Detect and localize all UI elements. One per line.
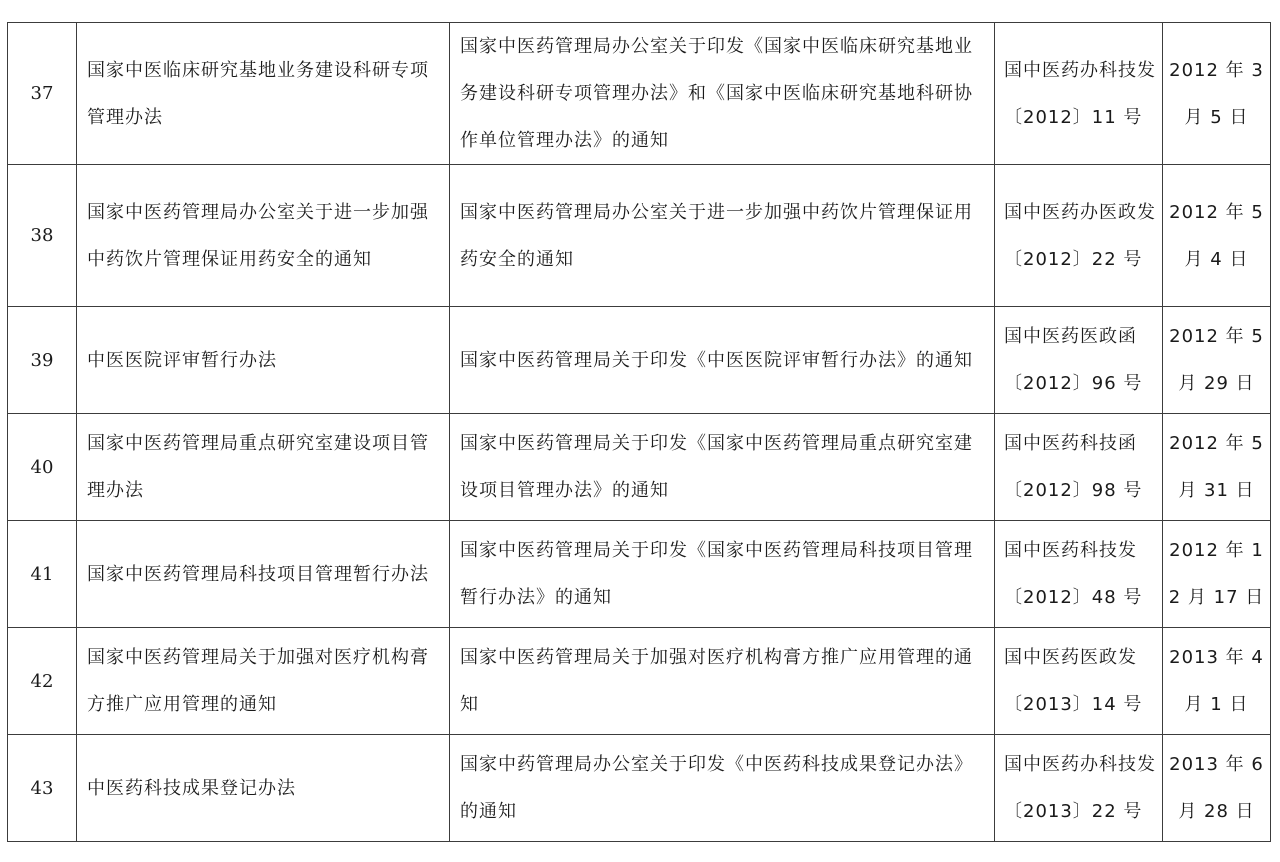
regulation-name: 国家中医临床研究基地业务建设科研专项管理办法 <box>77 23 450 165</box>
document-number: 国中医药办医政发〔2012〕22 号 <box>995 165 1163 307</box>
document-title: 国家中医药管理局关于加强对医疗机构膏方推广应用管理的通知 <box>450 628 995 735</box>
regulation-name: 国家中医药管理局重点研究室建设项目管理办法 <box>77 414 450 521</box>
table-row <box>8 23 1271 165</box>
document-number: 国中医药医政发〔2013〕14 号 <box>995 628 1163 735</box>
document-number: 国中医药办科技发〔2012〕11 号 <box>995 23 1163 165</box>
row-number: 40 <box>8 414 77 521</box>
document-number: 国中医药科技函〔2012〕98 号 <box>995 414 1163 521</box>
issue-date: 2013 年 4 月 1 日 <box>1163 628 1271 735</box>
table-row <box>8 307 1271 414</box>
table-row <box>8 735 1271 842</box>
row-number: 37 <box>8 23 77 165</box>
issue-date: 2012 年 12 月 17 日 <box>1163 521 1271 628</box>
document-number: 国中医药科技发〔2012〕48 号 <box>995 521 1163 628</box>
document-title: 国家中医药管理局关于印发《国家中医药管理局重点研究室建设项目管理办法》的通知 <box>450 414 995 521</box>
table-row <box>8 521 1271 628</box>
issue-date: 2012 年 5 月 4 日 <box>1163 165 1271 307</box>
issue-date: 2013 年 6 月 28 日 <box>1163 735 1271 842</box>
regulation-name: 国家中医药管理局办公室关于进一步加强中药饮片管理保证用药安全的通知 <box>77 165 450 307</box>
document-number: 国中医药办科技发〔2013〕22 号 <box>995 735 1163 842</box>
regulation-name: 国家中医药管理局科技项目管理暂行办法 <box>77 521 450 628</box>
regulation-name: 中医药科技成果登记办法 <box>77 735 450 842</box>
row-number: 38 <box>8 165 77 307</box>
regulations-table <box>7 22 1271 842</box>
document-title: 国家中药管理局办公室关于印发《中医药科技成果登记办法》的通知 <box>450 735 995 842</box>
issue-date: 2012 年 5 月 31 日 <box>1163 414 1271 521</box>
table-row <box>8 628 1271 735</box>
row-number: 42 <box>8 628 77 735</box>
table-row <box>8 414 1271 521</box>
document-title: 国家中医药管理局关于印发《中医医院评审暂行办法》的通知 <box>450 307 995 414</box>
regulation-name: 国家中医药管理局关于加强对医疗机构膏方推广应用管理的通知 <box>77 628 450 735</box>
document-title: 国家中医药管理局关于印发《国家中医药管理局科技项目管理暂行办法》的通知 <box>450 521 995 628</box>
document-title: 国家中医药管理局办公室关于进一步加强中药饮片管理保证用药安全的通知 <box>450 165 995 307</box>
regulation-name: 中医医院评审暂行办法 <box>77 307 450 414</box>
row-number: 43 <box>8 735 77 842</box>
row-number: 41 <box>8 521 77 628</box>
issue-date: 2012 年 3 月 5 日 <box>1163 23 1271 165</box>
issue-date: 2012 年 5 月 29 日 <box>1163 307 1271 414</box>
document-number: 国中医药医政函〔2012〕96 号 <box>995 307 1163 414</box>
document-title: 国家中医药管理局办公室关于印发《国家中医临床研究基地业务建设科研专项管理办法》和《国家中医临床研究基地科研协作单位管理办法》的通知 <box>450 23 995 165</box>
row-number: 39 <box>8 307 77 414</box>
table-row <box>8 165 1271 307</box>
